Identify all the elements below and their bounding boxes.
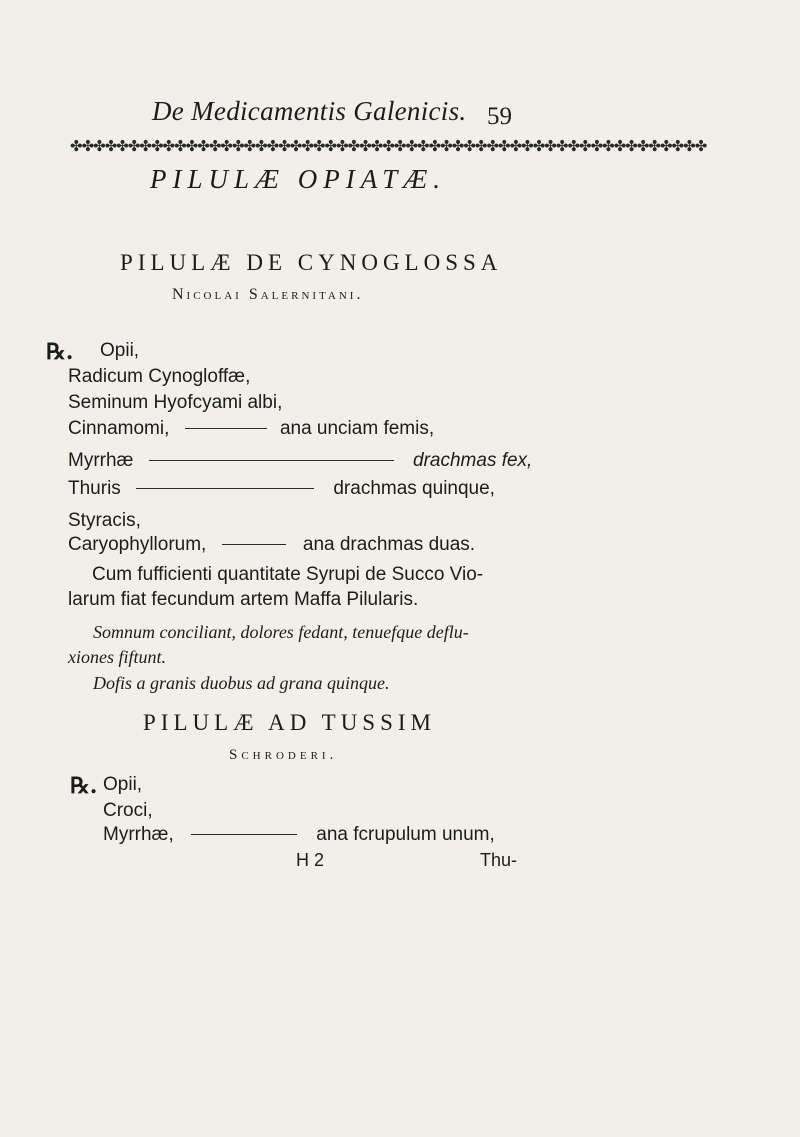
recipe-author: Schroderi. [229,747,338,763]
ingredient-name: Thuris [68,478,121,499]
ingredient-name: Styracis, [68,510,141,531]
instruction-line: Cum fufficienti quantitate Syrupi de Succo Vio- [92,564,484,585]
ingredient-amount: ana unciam femis, [279,418,435,439]
ingredient-name: Myrrhæ, [103,824,174,845]
leader-dash [149,460,394,461]
ingredient-amount: drachmas quinque, [333,478,495,499]
ingredient-line [68,478,495,500]
ingredient-name: Radicum Cynogloffæ, [68,366,251,387]
page-number: 59 [487,103,512,130]
recipe-title: PILULÆ AD TUSSIM [143,710,436,735]
ingredient-line [68,450,532,472]
ingredient-name: Opii, [103,774,143,795]
ingredient-line [68,366,250,388]
ingredient-amount: drachmas fex, [413,450,533,471]
effects-line: xiones fiftunt. [68,647,166,667]
instruction-line: larum fiat fecundum artem Maffa Pilularis. [68,589,419,610]
ingredient-name: Cinnamomi, [68,418,170,439]
section-title: PILULÆ OPIATÆ. [150,164,447,194]
ingredient-amount: ana drachmas duas. [302,534,476,555]
ingredient-line [68,510,141,532]
ingredient-line [68,534,475,556]
recipe-symbol-icon: ℞. [70,773,98,799]
ingredient-name: Caryophyllorum, [68,534,207,555]
leader-dash [136,488,314,489]
leader-dash [185,428,267,429]
ingredient-line [103,800,153,822]
ingredient-line [100,340,139,362]
ingredient-line [103,824,495,846]
ingredient-name: Seminum Hyofcyami albi, [68,392,283,413]
catchword: Thu- [480,850,518,870]
recipe-symbol-icon: ℞. [46,339,74,365]
leader-dash [191,834,297,835]
ingredient-line [68,392,282,414]
leader-dash [222,544,286,545]
running-head: De Medicamentis Galenicis. [152,96,467,126]
ornament-border: ✤✤✤✤✤✤✤✤✤✤✤✤✤✤✤✤✤✤✤✤✤✤✤✤✤✤✤✤✤✤✤✤✤✤✤✤✤✤✤✤✤✤✤✤✤✤✤✤✤✤✤✤✤✤✤ [70,139,707,155]
effects-line: Somnum conciliant, dolores fedant, tenuefque deflu- [93,622,469,642]
ingredient-name: Croci, [103,800,153,821]
ingredient-line [103,774,142,796]
ingredient-amount: ana fcrupulum unum, [316,824,495,845]
ingredient-name: Myrrhæ [68,450,134,471]
recipe-author: Nicolai Salernitani. [172,286,364,303]
ingredient-line [68,418,434,440]
signature-mark: H 2 [296,850,325,870]
ingredient-name: Opii, [100,340,140,361]
recipe-title: PILULÆ DE CYNOGLOSSA [120,250,503,275]
dose-line: Dofis a granis duobus ad grana quinque. [93,673,390,693]
